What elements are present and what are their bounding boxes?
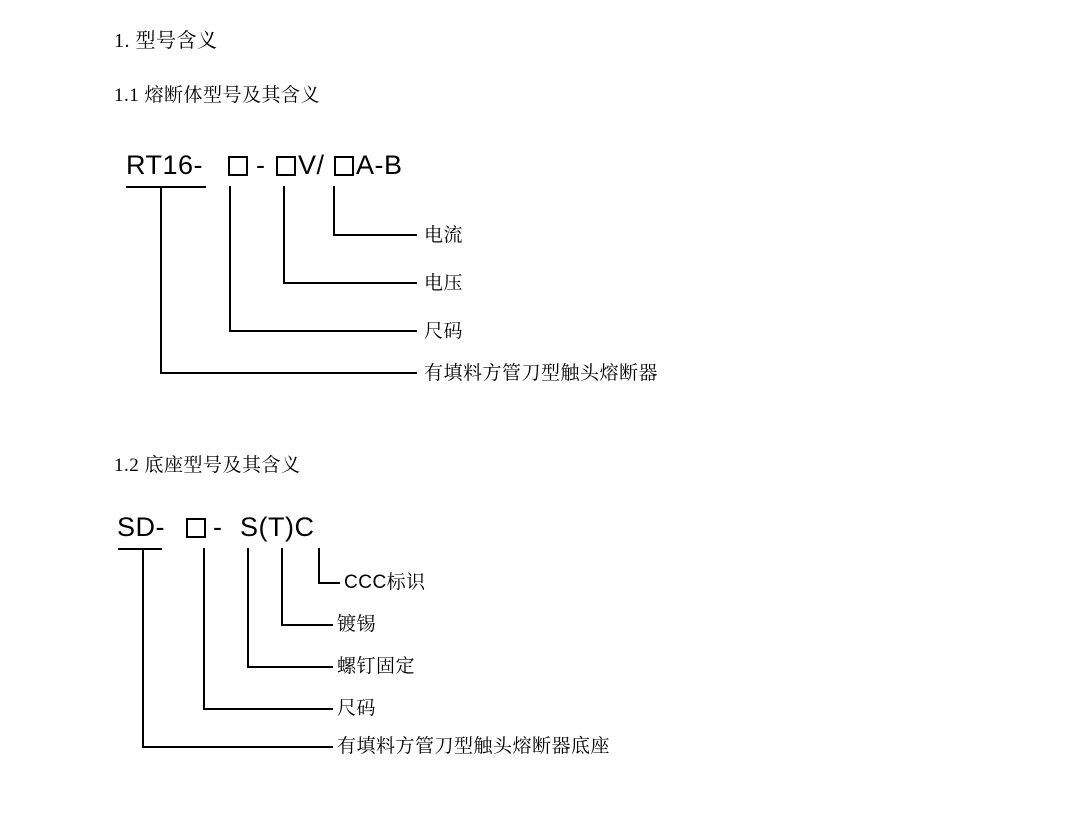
- placeholder-box-size: [228, 156, 248, 176]
- leader-vertical-screw: [247, 548, 249, 668]
- callout-label-voltage: 电压: [424, 273, 464, 294]
- callout-label-ccc: CCC标识: [344, 572, 426, 593]
- leader-vertical-base-type: [142, 548, 144, 748]
- leader-vertical-type: [160, 186, 162, 374]
- underline-rt16: [126, 186, 206, 188]
- leader-horizontal-current: [333, 234, 417, 236]
- callout-label-tin-plated: 镀锡: [337, 614, 377, 635]
- leader-horizontal-size: [229, 330, 417, 332]
- leader-horizontal-screw: [247, 666, 333, 668]
- callout-label-size: 尺码: [424, 321, 464, 342]
- leader-vertical-current: [333, 186, 335, 236]
- leader-horizontal-voltage: [283, 282, 417, 284]
- code-prefix-rt16: RT16-: [126, 150, 204, 180]
- code-suffix-stc: S(T)C: [240, 512, 315, 542]
- leader-horizontal-base-type: [142, 746, 333, 748]
- leader-horizontal-ccc: [318, 582, 340, 584]
- callout-label-base-type: 有填料方管刀型触头熔断器底座: [337, 736, 611, 757]
- leader-vertical-tin: [281, 548, 283, 626]
- placeholder-box-current: [334, 156, 354, 176]
- section-title-base: 1.2 底座型号及其含义: [114, 455, 301, 476]
- placeholder-box-voltage: [276, 156, 296, 176]
- placeholder-box-base-size: [186, 518, 206, 538]
- leader-vertical-voltage: [283, 186, 285, 284]
- code-dash-1: -: [256, 150, 266, 180]
- leader-horizontal-tin: [281, 624, 333, 626]
- callout-label-current: 电流: [424, 225, 464, 246]
- callout-label-screw-fixed: 螺钉固定: [337, 656, 416, 677]
- code-middle-v: V/: [298, 150, 325, 180]
- underline-sd: [118, 548, 162, 550]
- leader-horizontal-type: [160, 372, 417, 374]
- code-prefix-sd: SD-: [117, 512, 165, 542]
- code-suffix-ab: A-B: [356, 150, 403, 180]
- leader-vertical-ccc: [318, 548, 320, 584]
- leader-horizontal-base-size: [203, 708, 333, 710]
- section-title-fuse-link: 1.1 熔断体型号及其含义: [114, 85, 321, 106]
- callout-label-type: 有填料方管刀型触头熔断器: [424, 363, 659, 384]
- leader-vertical-size: [229, 186, 231, 332]
- page-title: 1. 型号含义: [114, 30, 218, 52]
- code-dash-2: -: [213, 512, 223, 542]
- leader-vertical-base-size: [203, 548, 205, 710]
- callout-label-base-size: 尺码: [337, 698, 377, 719]
